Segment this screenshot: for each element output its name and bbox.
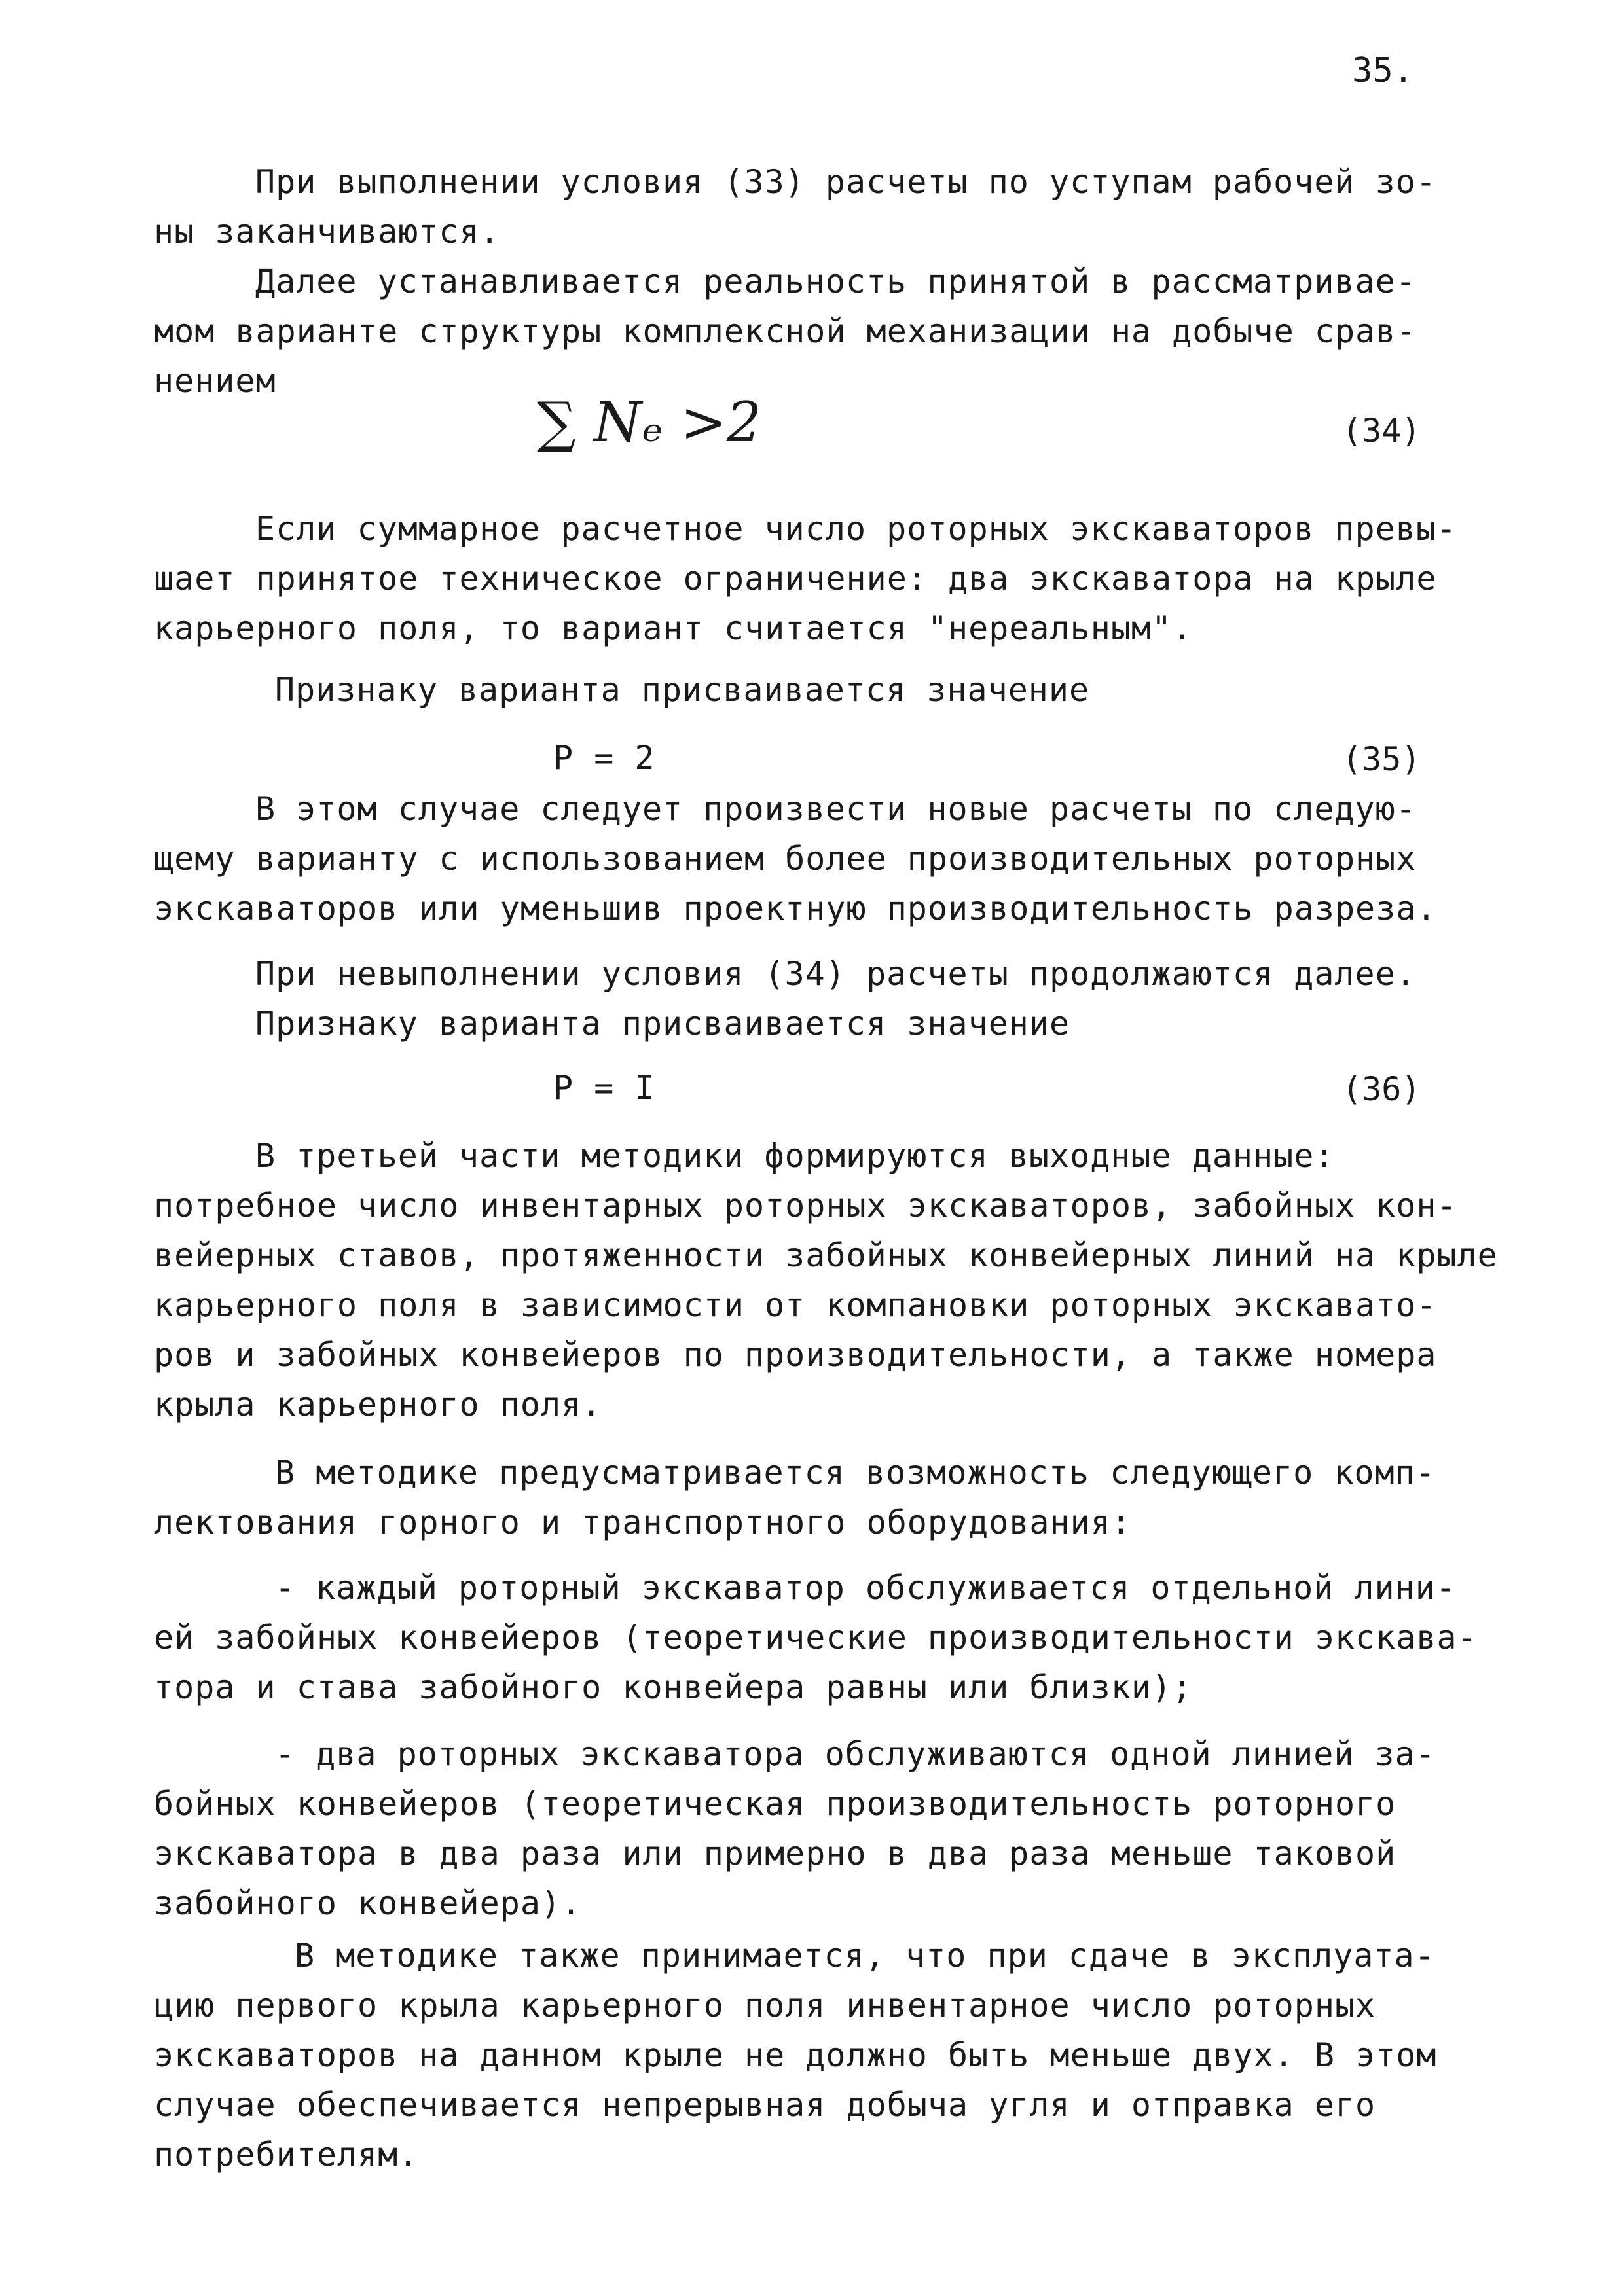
list-item-line: тора и става забойного конвейера равны или близки); bbox=[154, 1668, 1193, 1706]
text-line: В этом случае следует произвести новые расчеты по следую- bbox=[255, 790, 1416, 828]
text-line: В методике предусматривается возможность следующего комп- bbox=[275, 1454, 1436, 1492]
page-number: 35. bbox=[1352, 51, 1413, 90]
text-line: ров и забойных конвейеров по производительности, а также номера bbox=[154, 1336, 1437, 1374]
text-line: вейерных ставов, протяженности забойных конвейерных линий на крыле bbox=[154, 1236, 1498, 1274]
text-line: карьерного поля в зависимости от компановки роторных экскавато- bbox=[154, 1286, 1437, 1324]
text-line: ны заканчиваются. bbox=[154, 213, 500, 251]
equation-number-35: (35) bbox=[1342, 740, 1421, 778]
text-line: При выполнении условия (33) расчеты по уступам рабочей зо- bbox=[255, 163, 1436, 201]
text-line: экскаваторов или уменьшив проектную производительность разреза. bbox=[154, 889, 1437, 927]
text-line: щему варианту с использованием более производительных роторных bbox=[154, 840, 1417, 878]
list-item-line: экскаватора в два раза или примерно в два раза меньше таковой bbox=[154, 1835, 1396, 1873]
text-line: Далее устанавливается реальность принятой в рассматривае- bbox=[255, 262, 1416, 300]
text-line: Если суммарное расчетное число роторных экскаваторов превы- bbox=[255, 510, 1457, 548]
text-line: цию первого крыла карьерного поля инвентарное число роторных bbox=[154, 1986, 1376, 2024]
text-line: случае обеспечивается непрерывная добыча угля и отправка его bbox=[154, 2086, 1376, 2124]
text-line: крыла карьерного поля. bbox=[154, 1386, 602, 1424]
text-line: При невыполнении условия (34) расчеты продолжаются далее. bbox=[255, 955, 1416, 993]
formula-35: Р = 2 bbox=[553, 739, 655, 777]
text-line: карьерного поля, то вариант считается "нереальным". bbox=[154, 609, 1193, 647]
text-line: Признаку варианта присваивается значение bbox=[255, 1005, 1070, 1043]
list-item-line: ей забойных конвейеров (теоретические производительности экскава- bbox=[154, 1619, 1478, 1657]
list-item-line: бойных конвейеров (теоретическая производительность роторного bbox=[154, 1785, 1396, 1823]
list-item-line: - два роторных экскаватора обслуживаются одной линией за- bbox=[275, 1735, 1436, 1773]
list-item-line: - каждый роторный экскаватор обслуживается отдельной лини- bbox=[275, 1569, 1456, 1607]
text-line: нением bbox=[154, 362, 276, 400]
equation-number-36: (36) bbox=[1342, 1070, 1421, 1108]
text-line: В третьей части методики формируются выходные данные: bbox=[255, 1137, 1335, 1175]
text-line: потребителям. bbox=[154, 2136, 419, 2174]
text-line: Признаку варианта присваивается значение bbox=[275, 671, 1090, 709]
text-line: В методике также принимается, что при сдаче в эксплуата- bbox=[295, 1937, 1435, 1975]
formula-34: ∑ Nₑ >2 bbox=[537, 390, 762, 454]
text-line: экскаваторов на данном крыле не должно быть меньше двух. В этом bbox=[154, 2036, 1437, 2074]
equation-number-34: (34) bbox=[1342, 412, 1421, 450]
text-line: лектования горного и транспортного оборудования: bbox=[154, 1503, 1131, 1541]
text-line: мом варианте структуры комплексной механизации на добыче срав- bbox=[154, 312, 1417, 350]
text-line: шает принятое техническое ограничение: два экскаватора на крыле bbox=[154, 560, 1437, 598]
formula-36: Р = I bbox=[553, 1069, 655, 1107]
text-line: потребное число инвентарных роторных экскаваторов, забойных кон- bbox=[154, 1187, 1457, 1225]
list-item-line: забойного конвейера). bbox=[154, 1884, 582, 1922]
